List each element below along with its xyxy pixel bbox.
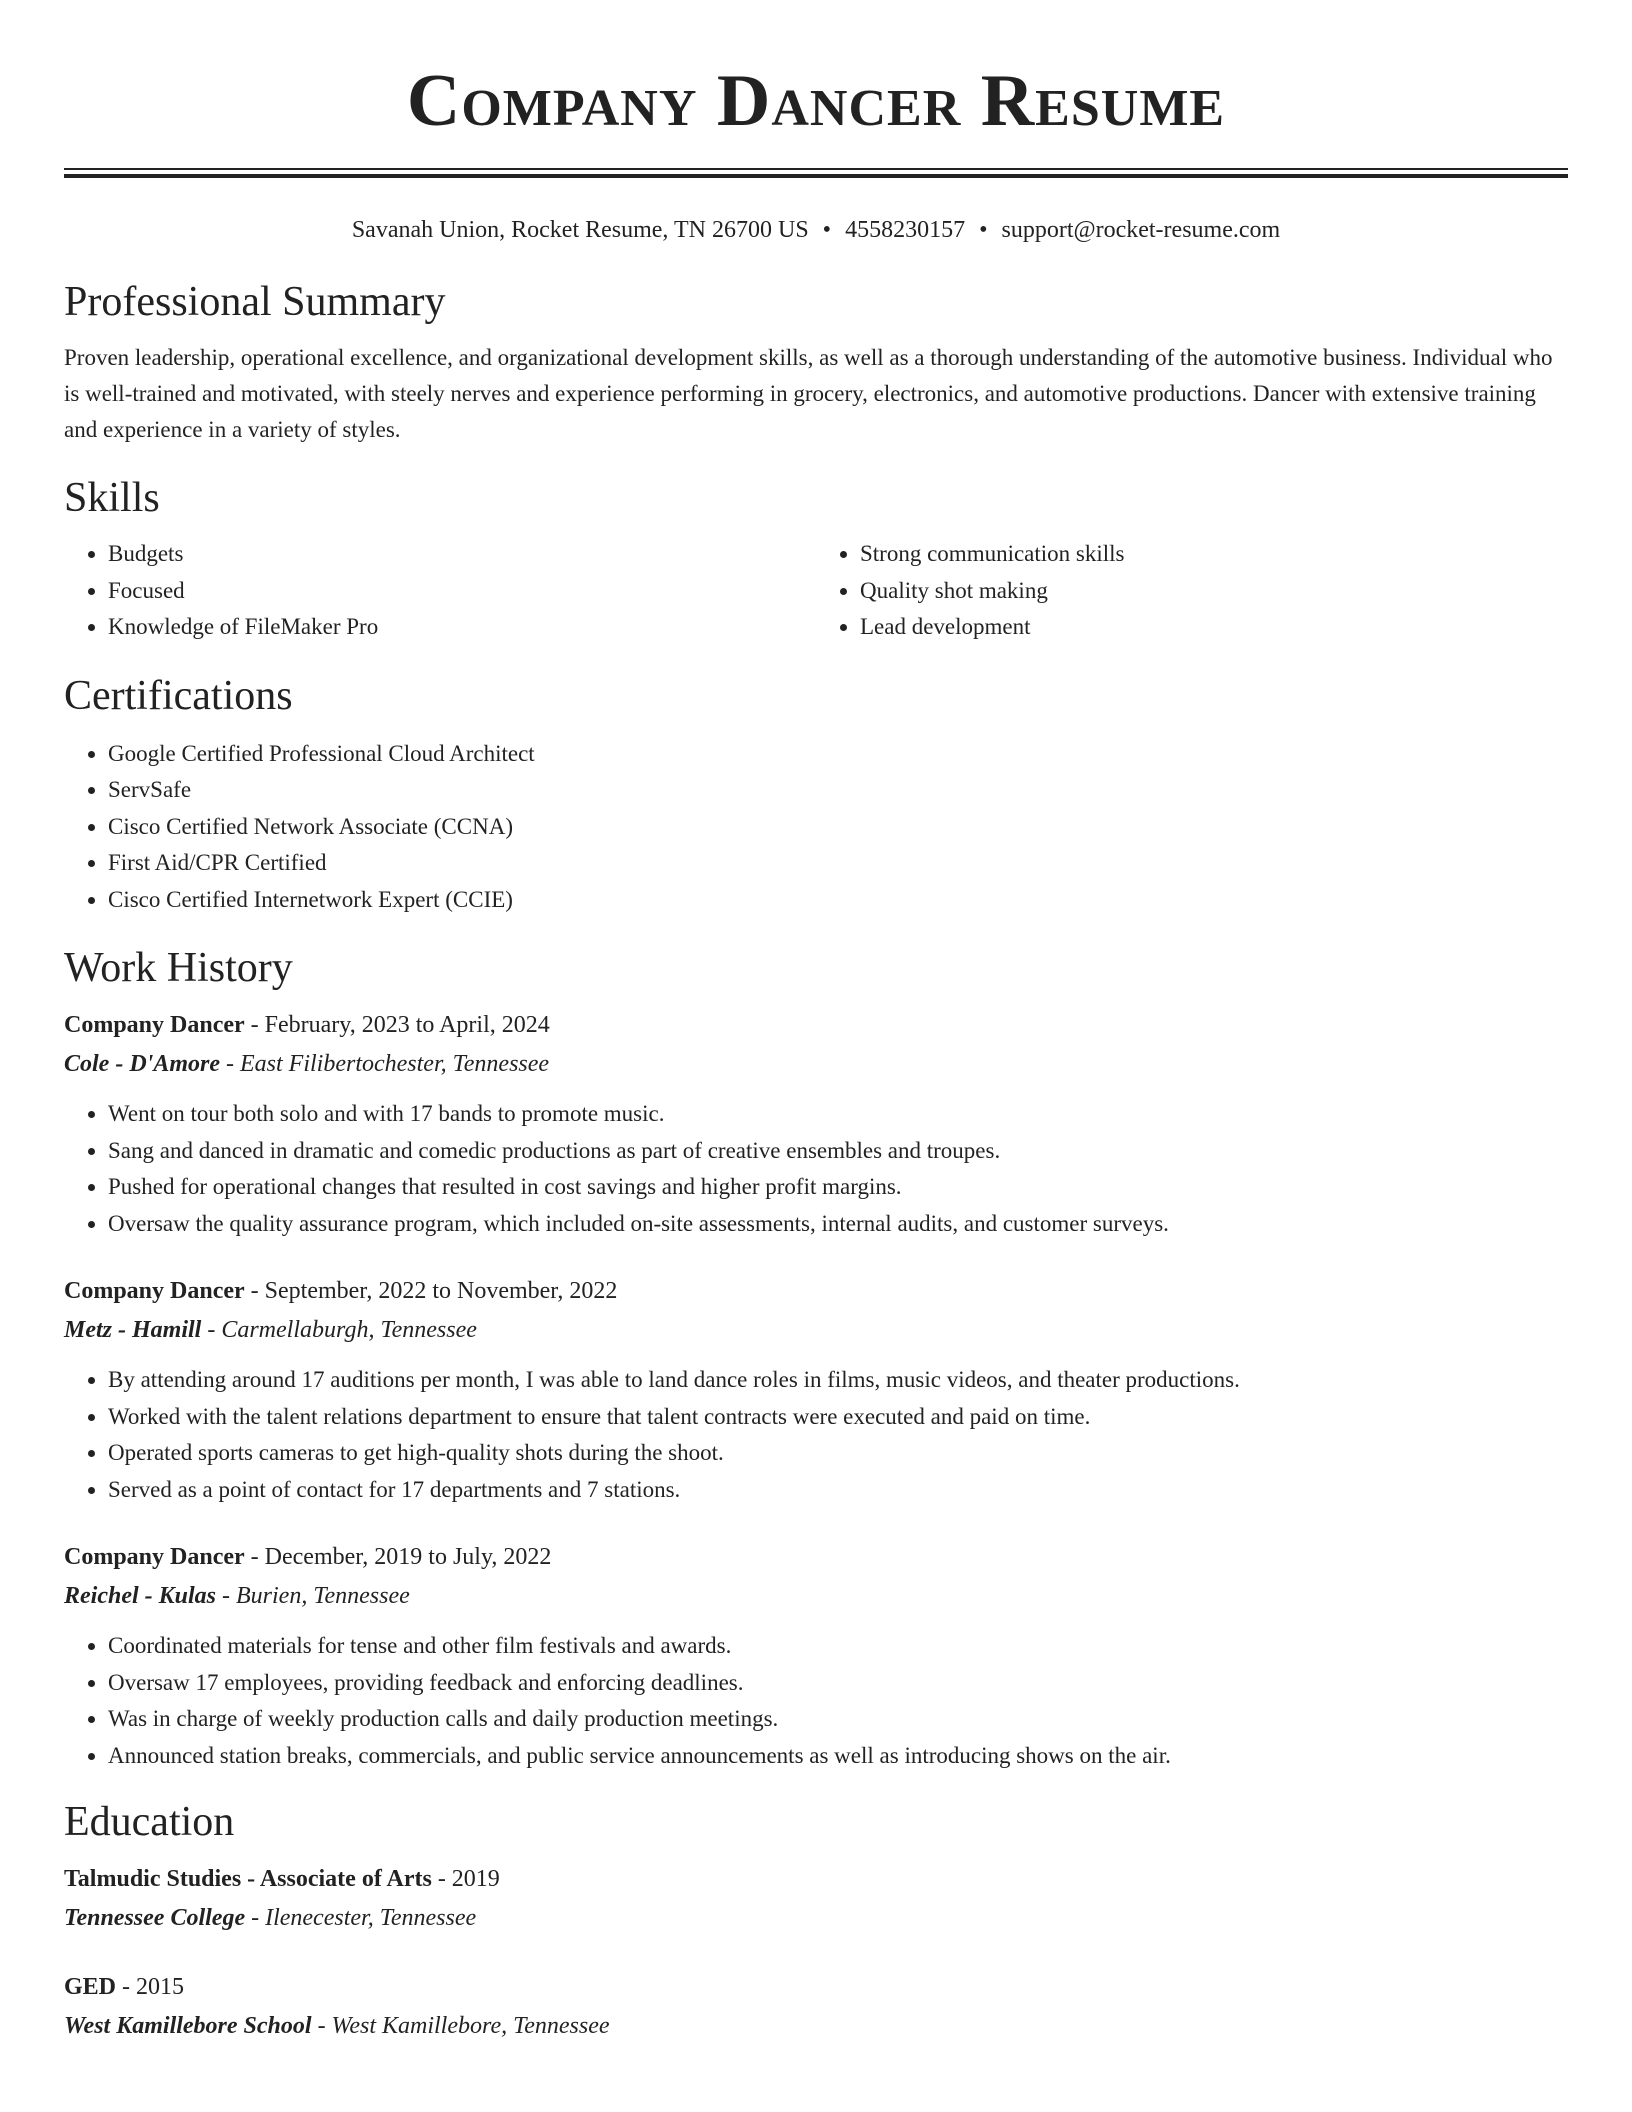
job-header [64, 1538, 1568, 1576]
job-title: Company Dancer [64, 1544, 245, 1570]
education-year: - 2019 [431, 1866, 500, 1892]
job-bullet: • Worked with the talent relations department to ensure that talent contracts were executed and paid on time. [108, 1399, 1568, 1436]
education-entry [64, 1860, 1568, 1938]
certification-item: • Google Certified Professional Cloud Architect [108, 736, 1568, 773]
job-entry [64, 1272, 1568, 1508]
education-header [64, 1968, 1568, 2006]
work-history-heading: Work History [64, 945, 293, 991]
skill-item: • Lead development [860, 609, 1568, 646]
education-school-line [64, 2006, 1568, 2046]
education-school: West Kamillebore School [64, 2013, 312, 2039]
job-bullet: • Pushed for operational changes that resulted in cost savings and higher profit margins. [108, 1169, 1568, 1206]
job-title: Company Dancer [64, 1278, 245, 1304]
certification-item: • Cisco Certified Internetwork Expert (CCIE) [108, 882, 1568, 919]
page-title: Company Dancer Resume [406, 60, 1226, 142]
certification-item: • First Aid/CPR Certified [108, 845, 1568, 882]
certifications-list [64, 736, 1568, 919]
job-employer-line [64, 1044, 1568, 1084]
job-header [64, 1272, 1568, 1310]
job-employer-line [64, 1310, 1568, 1350]
skills-column-right [816, 536, 1568, 646]
job-bullet: • Coordinated materials for tense and other film festivals and awards. [108, 1628, 1568, 1665]
job-bullet: • Was in charge of weekly production calls and daily production meetings. [108, 1701, 1568, 1738]
contact-email: support@rocket-resume.com [1001, 217, 1281, 243]
skill-item: • Strong communication skills [860, 536, 1568, 573]
job-bullet: • By attending around 17 auditions per month, I was able to land dance roles in films, music videos, and theater productions. [108, 1362, 1568, 1399]
skill-item: • Focused [108, 573, 816, 610]
certifications-heading: Certifications [64, 672, 293, 719]
job-bullet: • Went on tour both solo and with 17 bands to promote music. [108, 1096, 1568, 1133]
job-bullets [64, 1362, 1568, 1508]
contact-phone: 4558230157 [845, 217, 966, 243]
skills-list [64, 536, 1568, 646]
job-title: Company Dancer [64, 1012, 245, 1038]
job-bullets [64, 1628, 1568, 1774]
contact-line [64, 214, 1568, 246]
job-location: - Carmellaburgh, Tennessee [201, 1317, 477, 1343]
job-dates: - September, 2022 to November, 2022 [244, 1278, 618, 1304]
skills-column-left [64, 536, 816, 646]
education-degree: GED [64, 1974, 117, 2000]
job-entry [64, 1538, 1568, 1774]
contact-separator: • [979, 217, 988, 243]
contact-separator: • [822, 217, 832, 243]
job-employer-line [64, 1576, 1568, 1616]
job-bullet: • Operated sports cameras to get high-quality shots during the shoot. [108, 1435, 1568, 1472]
education-degree: Talmudic Studies - Associate of Arts [64, 1866, 432, 1892]
certification-item: • ServSafe [108, 772, 1568, 809]
job-bullet: • Oversaw 17 employees, providing feedback and enforcing deadlines. [108, 1665, 1568, 1702]
job-employer: Cole - D'Amore [64, 1051, 220, 1077]
job-dates: - February, 2023 to April, 2024 [244, 1012, 550, 1038]
job-employer: Reichel - Kulas [64, 1583, 217, 1609]
summary-text: Proven leadership, operational excellence, and organizational development skills, as well as a thorough understanding of the automotive business. Individual who is well-trained and motivated, with steely nerves and experience performing in grocery, electronics, and automotive productions. Dancer with extensive training and experience in a variety of styles. [64, 345, 1553, 442]
skills-heading: Skills [64, 475, 160, 521]
skill-item: • Budgets [108, 536, 816, 573]
job-bullet: • Served as a point of contact for 17 departments and 7 stations. [108, 1472, 1568, 1509]
job-dates: - December, 2019 to July, 2022 [244, 1544, 552, 1570]
education-heading: Education [64, 1799, 235, 1845]
education-school-line [64, 1898, 1568, 1938]
contact-address: Savanah Union, Rocket Resume, TN 26700 US [351, 217, 809, 243]
summary-heading: Professional Summary [64, 279, 446, 325]
job-bullets [64, 1096, 1568, 1242]
job-entry [64, 1006, 1568, 1242]
education-header [64, 1860, 1568, 1898]
education-location: - Ilenecester, Tennessee [245, 1905, 477, 1931]
job-employer: Metz - Hamill [64, 1317, 202, 1343]
education-entry [64, 1968, 1568, 2046]
education-year: - 2015 [116, 1974, 185, 2000]
job-bullet: • Sang and danced in dramatic and comedic productions as part of creative ensembles and troupes. [108, 1133, 1568, 1170]
job-header [64, 1006, 1568, 1044]
job-bullet: • Oversaw the quality assurance program, which included on-site assessments, internal audits, and customer surveys. [108, 1206, 1568, 1243]
skill-item: • Knowledge of FileMaker Pro [108, 609, 816, 646]
skill-item: • Quality shot making [860, 573, 1568, 610]
education-school: Tennessee College [64, 1905, 246, 1931]
title-divider [64, 168, 1568, 178]
job-location: - East Filibertochester, Tennessee [220, 1051, 550, 1077]
certification-item: • Cisco Certified Network Associate (CCNA) [108, 809, 1568, 846]
job-location: - Burien, Tennessee [216, 1583, 410, 1609]
job-bullet: • Announced station breaks, commercials, and public service announcements as well as introducing shows on the air. [108, 1738, 1568, 1775]
education-location: - West Kamillebore, Tennessee [311, 2013, 610, 2039]
